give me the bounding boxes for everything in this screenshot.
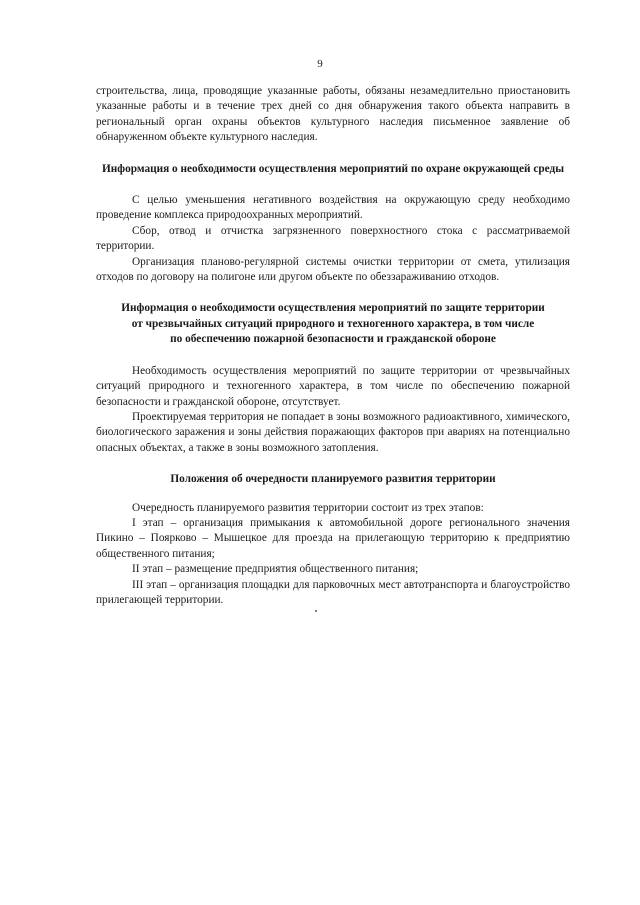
page-content — [96, 84, 570, 608]
stages-paragraph: III этап – организация площадки для парковочных мест автотранспорта и благоустройство прилегающей территории. — [96, 578, 570, 606]
intro-paragraph: строительства, лица, проводящие указанные работы, обязаны незамедлительно приостановить указанные работы и в течение трех дней со дня обнаружения такого объекта направить в региональный орган охраны объектов культурного наследия письменное заявление об обнаруженном объекте культурного наследия. — [96, 85, 570, 144]
stages-paragraph: Очередность планируемого развития территории состоит из трех этапов: — [132, 501, 484, 514]
emergency-heading-line: по обеспечению пожарной безопасности и гражданской обороне — [170, 333, 496, 346]
emergency-paragraph: Проектируемая территория не попадает в зоны возможного радиоактивного, химического, биологического заражения и зоны действия поражающих факторов при авариях на потенциально опасных объектах, а также в зоны возможного затопления. — [96, 410, 570, 454]
stages-paragraph: II этап – размещение предприятия общественного питания; — [132, 563, 419, 576]
emergency-heading-line: от чрезвычайных ситуаций природного и техногенного характера, в том числе — [131, 317, 535, 330]
emergency-heading-line: Информация о необходимости осуществления мероприятий по защите территории — [121, 302, 545, 315]
emergency-paragraph: Необходимость осуществления мероприятий по защите территории от чрезвычайных ситуаций природного и техногенного характера, в том числе по обеспечению пожарной безопасности и гражданской обороне, отсутствует. — [96, 364, 570, 408]
environment-heading: Информация о необходимости осуществления мероприятий по охране окружающей среды — [101, 162, 565, 175]
page-number: 9 — [317, 58, 323, 70]
scan-speck — [315, 610, 317, 612]
stages-heading: Положения об очередности планируемого развития территории — [170, 473, 496, 486]
environment-paragraph: Организация планово-регулярной системы очистки территории от смета, утилизация отходов по договору на полигоне или другом объекте по обеззараживанию отходов. — [96, 255, 570, 284]
environment-paragraph: Сбор, отвод и отчистка загрязненного поверхностного стока с рассматриваемой территории. — [96, 224, 570, 253]
stages-paragraph: I этап – организация примыкания к автомобильной дороге регионального значения Пикино – Поярково – Мышецкое для проезда на прилегающую территорию к предприятию общественного питания; — [96, 516, 570, 560]
environment-paragraph: С целью уменьшения негативного воздействия на окружающую среду необходимо проведение комплекса природоохранных мероприятий. — [96, 194, 570, 222]
